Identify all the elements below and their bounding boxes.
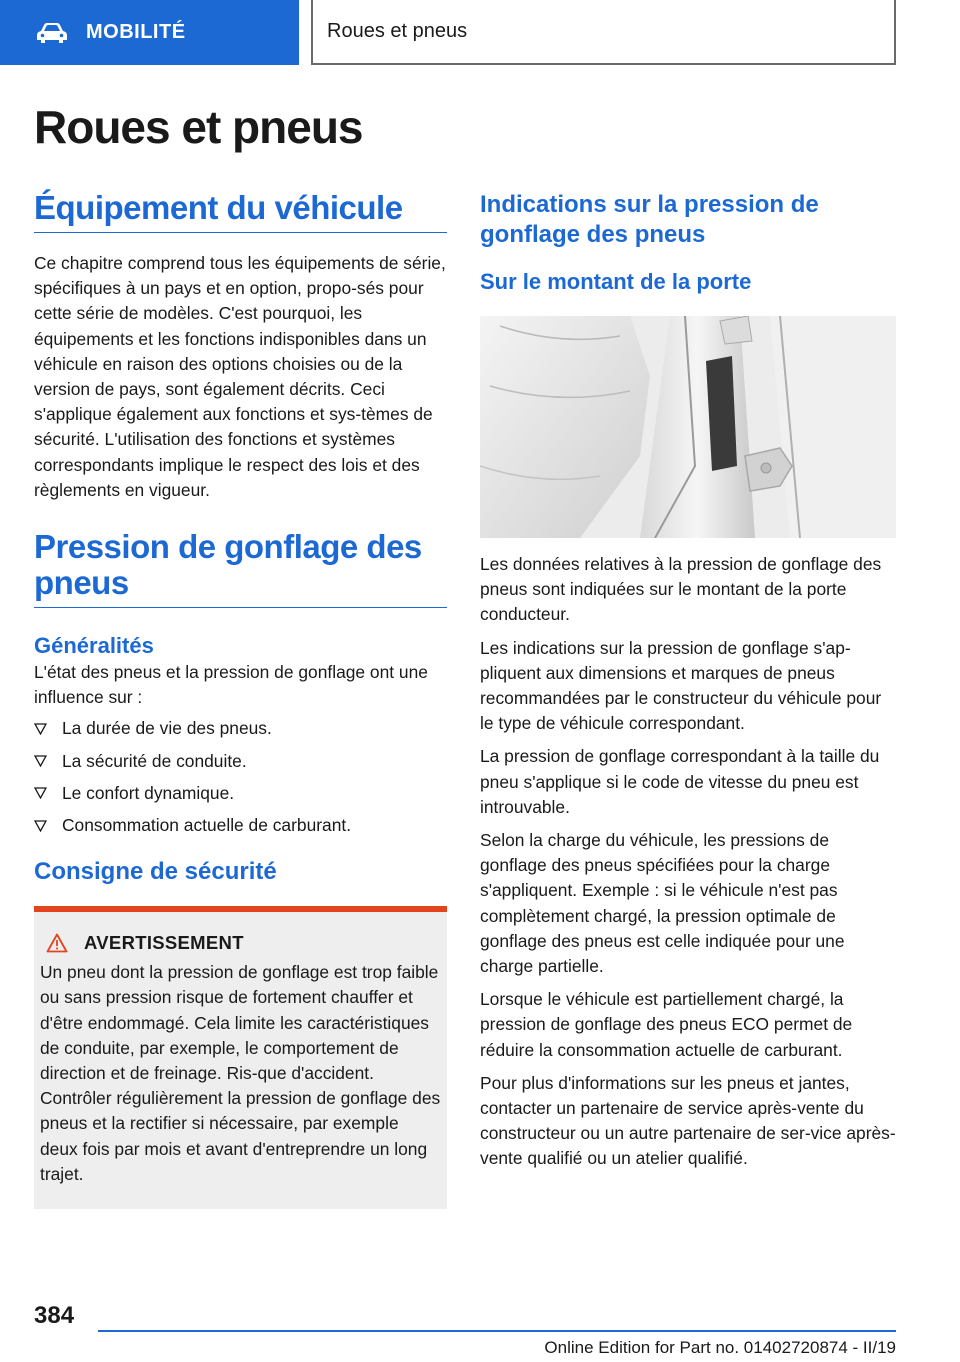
left-column bbox=[34, 190, 447, 1209]
heading-equipment: Équipement du véhicule bbox=[34, 190, 447, 233]
triangle-bullet-icon bbox=[34, 749, 62, 774]
influence-list bbox=[34, 716, 447, 838]
heading-general: Généralités bbox=[34, 633, 154, 659]
list-item: Le confort dynamique. bbox=[34, 781, 447, 806]
heading-safety-notice: Consigne de sécurité bbox=[34, 858, 277, 886]
section-label: MOBILITÉ bbox=[86, 21, 186, 43]
chapter-label: Roues et pneus bbox=[327, 20, 468, 42]
list-item: La durée de vie des pneus. bbox=[34, 716, 447, 741]
list-item: Consommation actuelle de carburant. bbox=[34, 813, 447, 838]
paragraph: La pression de gonflage correspondant à la taille du pneu s'applique si le code de vitesse du pneu est introuvable. bbox=[480, 746, 880, 817]
triangle-bullet-icon bbox=[34, 781, 62, 806]
paragraph: Les données relatives à la pression de gonflage des pneus sont indiquées sur le montant de la porte conducteur. bbox=[480, 554, 882, 625]
edition-text: Online Edition for Part no. 01402720874 - II/19 bbox=[544, 1338, 896, 1357]
paragraph-general: L'état des pneus et la pression de gonflage ont une influence sur : bbox=[34, 662, 428, 708]
chapter-header bbox=[311, 0, 896, 65]
warning-header bbox=[46, 932, 441, 954]
section-tab[interactable] bbox=[0, 0, 299, 65]
footer-edition bbox=[452, 1338, 896, 1358]
tire-info-text bbox=[480, 552, 896, 1172]
list-item: La sécurité de conduite. bbox=[34, 749, 447, 774]
triangle-bullet-icon bbox=[34, 813, 62, 838]
warning-text: Un pneu dont la pression de gonflage est trop faible ou sans pression risque de fortement chauffer et d'être endommagé. Cela limite les caractéristiques de conduite, par exemple, le comportement de direction et de freinage. Ris-que d'accident. Contrôler régulièrement la pression de gonflage des pneus et la rectifier si nécessaire, par exemple deux fois par mois et avant d'entreprendre un long trajet. bbox=[40, 962, 441, 1184]
right-column bbox=[480, 190, 896, 1180]
warning-box bbox=[34, 906, 447, 1209]
paragraph-equipment: Ce chapitre comprend tous les équipements de série, spécifiques à un pays et en option, propo-sés pour cette série de modèles. C'est pourquoi, les équipements et les fonctions indisponibles dans un véhicule en raison des options choisies ou de la version de pays, sont également décrits. Ceci s'applique également aux fonctions et sys-tèmes de sécurité. L'utilisation des fonctions et systèmes correspondants implique le respect des lois et des règlements en vigueur. bbox=[34, 253, 446, 500]
triangle-bullet-icon bbox=[34, 716, 62, 741]
footer-divider bbox=[98, 1330, 896, 1332]
page-title: Roues et pneus bbox=[34, 101, 363, 153]
paragraph: Les indications sur la pression de gonflage s'ap-pliquent aux dimensions et marques de pneus recommandées par le constructeur du véhicule pour le type de véhicule correspondant. bbox=[480, 637, 882, 734]
heading-pressure-indications: Indications sur la pression de gonflage des pneus bbox=[480, 191, 819, 248]
paragraph: Selon la charge du véhicule, les pressions de gonflage des pneus spécifiées pour la charge s'appliquent. Exemple : si le véhicule n'est pas complètement chargé, la pression optimale de gonflage des pneus est celle indiquée pour une charge partielle. bbox=[480, 830, 845, 977]
heading-tire-pressure: Pression de gonflage des pneus bbox=[34, 529, 447, 608]
warning-title: AVERTISSEMENT bbox=[84, 932, 244, 954]
paragraph: Pour plus d'informations sur les pneus et jantes, contacter un partenaire de service après-vente du constructeur ou un autre partenaire de ser-vice après-vente qualifié ou un atelier qualifié. bbox=[480, 1072, 896, 1169]
door-pillar-image bbox=[480, 316, 896, 538]
car-icon bbox=[36, 22, 68, 44]
page-number: 384 bbox=[34, 1302, 75, 1329]
heading-door-pillar: Sur le montant de la porte bbox=[480, 269, 752, 294]
warning-triangle-icon bbox=[46, 933, 68, 953]
paragraph: Lorsque le véhicule est partiellement chargé, la pression de gonflage des pneus ECO permet de réduire la consommation actuelle de carburant. bbox=[480, 989, 853, 1060]
